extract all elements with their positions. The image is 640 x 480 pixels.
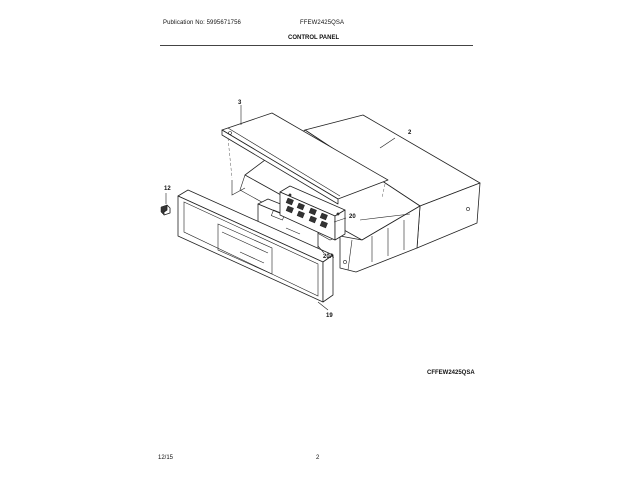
diagram-model-code: CFFEW2425QSA xyxy=(427,370,475,376)
footer-date: 12/15 xyxy=(158,455,174,461)
publication-number: Publication No: 5995671756 xyxy=(163,20,241,26)
callout-20: 20 xyxy=(349,214,356,220)
part-12-knob xyxy=(161,193,170,215)
callout-12: 12 xyxy=(164,186,171,192)
callout-20a: 20A xyxy=(323,254,335,260)
callout-3: 3 xyxy=(238,100,242,106)
model-number: FFEW2425QSA xyxy=(300,20,345,26)
callout-2: 2 xyxy=(408,130,412,136)
callout-19: 19 xyxy=(326,313,333,319)
footer-page-number: 2 xyxy=(316,455,320,461)
section-title: CONTROL PANEL xyxy=(288,35,340,41)
